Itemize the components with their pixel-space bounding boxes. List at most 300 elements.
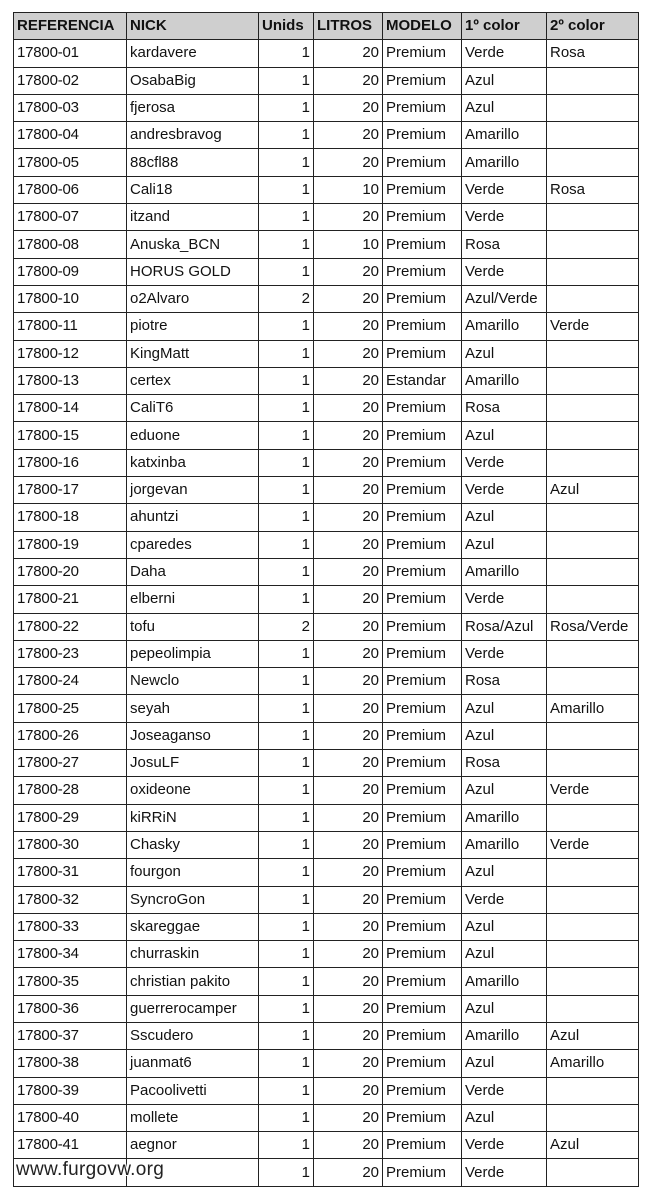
cell-unids: 1 xyxy=(259,1159,314,1186)
header-color-2: 2º color xyxy=(547,13,639,40)
cell-unids: 1 xyxy=(259,586,314,613)
cell-modelo: Premium xyxy=(383,40,462,67)
cell-referencia: 17800-04 xyxy=(14,122,127,149)
cell-modelo: Premium xyxy=(383,1159,462,1186)
cell-referencia: 17800-18 xyxy=(14,504,127,531)
cell-modelo: Premium xyxy=(383,558,462,585)
cell-nick: SyncroGon xyxy=(127,886,259,913)
cell-referencia: 17800-34 xyxy=(14,941,127,968)
cell-nick: Newclo xyxy=(127,668,259,695)
cell-color-2 xyxy=(547,395,639,422)
cell-color-2 xyxy=(547,449,639,476)
table-row xyxy=(14,477,639,504)
cell-modelo: Premium xyxy=(383,886,462,913)
cell-modelo: Premium xyxy=(383,995,462,1022)
cell-litros: 20 xyxy=(314,968,383,995)
cell-color-2: Verde xyxy=(547,777,639,804)
cell-color-1: Azul xyxy=(462,941,547,968)
cell-color-2: Verde xyxy=(547,313,639,340)
cell-modelo: Premium xyxy=(383,668,462,695)
cell-unids: 1 xyxy=(259,477,314,504)
cell-referencia: 17800-09 xyxy=(14,258,127,285)
table-row xyxy=(14,1050,639,1077)
cell-referencia: 17800-27 xyxy=(14,750,127,777)
table-row xyxy=(14,1132,639,1159)
cell-litros: 20 xyxy=(314,1159,383,1186)
cell-litros: 20 xyxy=(314,668,383,695)
cell-litros: 20 xyxy=(314,831,383,858)
cell-modelo: Premium xyxy=(383,831,462,858)
cell-referencia: 17800-17 xyxy=(14,477,127,504)
cell-color-1: Verde xyxy=(462,1159,547,1186)
cell-referencia: 17800-05 xyxy=(14,149,127,176)
cell-color-1: Azul xyxy=(462,695,547,722)
cell-litros: 20 xyxy=(314,695,383,722)
cell-nick: eduone xyxy=(127,422,259,449)
cell-referencia: 17800-20 xyxy=(14,558,127,585)
cell-color-2 xyxy=(547,995,639,1022)
cell-color-1: Verde xyxy=(462,586,547,613)
cell-color-2 xyxy=(547,941,639,968)
cell-modelo: Premium xyxy=(383,422,462,449)
cell-nick: juanmat6 xyxy=(127,1050,259,1077)
cell-modelo: Premium xyxy=(383,777,462,804)
cell-modelo: Premium xyxy=(383,67,462,94)
cell-color-2: Amarillo xyxy=(547,1050,639,1077)
table-row xyxy=(14,640,639,667)
cell-color-2 xyxy=(547,586,639,613)
cell-litros: 20 xyxy=(314,558,383,585)
cell-litros: 20 xyxy=(314,613,383,640)
table-row xyxy=(14,449,639,476)
cell-color-1: Amarillo xyxy=(462,1022,547,1049)
cell-unids: 1 xyxy=(259,258,314,285)
table-body xyxy=(14,40,639,1186)
cell-unids: 1 xyxy=(259,67,314,94)
cell-referencia: 17800-07 xyxy=(14,204,127,231)
table-row xyxy=(14,40,639,67)
cell-color-2: Azul xyxy=(547,1132,639,1159)
cell-modelo: Premium xyxy=(383,722,462,749)
cell-modelo: Premium xyxy=(383,285,462,312)
table-row xyxy=(14,613,639,640)
cell-unids: 1 xyxy=(259,313,314,340)
cell-litros: 10 xyxy=(314,231,383,258)
cell-modelo: Premium xyxy=(383,586,462,613)
cell-nick: kiRRiN xyxy=(127,804,259,831)
cell-referencia: 17800-13 xyxy=(14,367,127,394)
cell-unids: 1 xyxy=(259,1050,314,1077)
cell-referencia: 17800-35 xyxy=(14,968,127,995)
cell-color-2 xyxy=(547,504,639,531)
cell-referencia: 17800-37 xyxy=(14,1022,127,1049)
cell-color-1: Verde xyxy=(462,204,547,231)
cell-modelo: Premium xyxy=(383,613,462,640)
cell-color-2 xyxy=(547,968,639,995)
cell-litros: 20 xyxy=(314,886,383,913)
cell-color-2 xyxy=(547,67,639,94)
cell-color-1: Azul xyxy=(462,1050,547,1077)
cell-color-1: Amarillo xyxy=(462,558,547,585)
cell-unids: 2 xyxy=(259,613,314,640)
table-row xyxy=(14,285,639,312)
cell-unids: 1 xyxy=(259,204,314,231)
header-unids: Unids xyxy=(259,13,314,40)
cell-color-1: Verde xyxy=(462,176,547,203)
cell-color-2 xyxy=(547,122,639,149)
cell-color-1: Rosa xyxy=(462,231,547,258)
table-row xyxy=(14,695,639,722)
table-row xyxy=(14,258,639,285)
cell-unids: 1 xyxy=(259,558,314,585)
cell-color-2 xyxy=(547,750,639,777)
table-row xyxy=(14,340,639,367)
cell-unids: 1 xyxy=(259,695,314,722)
cell-modelo: Premium xyxy=(383,913,462,940)
cell-color-2 xyxy=(547,94,639,121)
table-row xyxy=(14,859,639,886)
cell-unids: 1 xyxy=(259,1022,314,1049)
cell-color-2 xyxy=(547,340,639,367)
cell-litros: 20 xyxy=(314,586,383,613)
cell-nick: ahuntzi xyxy=(127,504,259,531)
cell-unids: 2 xyxy=(259,285,314,312)
cell-color-2: Rosa/Verde xyxy=(547,613,639,640)
cell-modelo: Premium xyxy=(383,149,462,176)
cell-color-1: Azul xyxy=(462,422,547,449)
cell-litros: 20 xyxy=(314,149,383,176)
cell-nick: Chasky xyxy=(127,831,259,858)
cell-modelo: Premium xyxy=(383,859,462,886)
cell-color-1: Rosa xyxy=(462,668,547,695)
table-row xyxy=(14,313,639,340)
table-row xyxy=(14,995,639,1022)
cell-unids: 1 xyxy=(259,340,314,367)
cell-modelo: Premium xyxy=(383,695,462,722)
cell-color-1: Verde xyxy=(462,449,547,476)
cell-nick: kardavere xyxy=(127,40,259,67)
cell-litros: 20 xyxy=(314,1050,383,1077)
cell-nick: Daha xyxy=(127,558,259,585)
cell-referencia: 17800-02 xyxy=(14,67,127,94)
cell-nick: certex xyxy=(127,367,259,394)
cell-referencia: 17800-24 xyxy=(14,668,127,695)
cell-nick: elberni xyxy=(127,586,259,613)
cell-modelo: Premium xyxy=(383,1104,462,1131)
cell-unids: 1 xyxy=(259,859,314,886)
cell-color-1: Azul xyxy=(462,995,547,1022)
cell-nick: fourgon xyxy=(127,859,259,886)
cell-color-1: Verde xyxy=(462,1077,547,1104)
cell-modelo: Premium xyxy=(383,122,462,149)
cell-referencia: 17800-30 xyxy=(14,831,127,858)
cell-modelo: Premium xyxy=(383,94,462,121)
cell-referencia: 17800-25 xyxy=(14,695,127,722)
cell-referencia: 17800-12 xyxy=(14,340,127,367)
cell-color-2 xyxy=(547,149,639,176)
cell-referencia: 17800-10 xyxy=(14,285,127,312)
cell-modelo: Premium xyxy=(383,750,462,777)
cell-litros: 20 xyxy=(314,859,383,886)
table-row xyxy=(14,149,639,176)
cell-modelo: Premium xyxy=(383,941,462,968)
header-nick: NICK xyxy=(127,13,259,40)
cell-modelo: Premium xyxy=(383,968,462,995)
table-row xyxy=(14,395,639,422)
cell-color-2 xyxy=(547,258,639,285)
cell-nick: JosuLF xyxy=(127,750,259,777)
table-row xyxy=(14,367,639,394)
cell-unids: 1 xyxy=(259,231,314,258)
cell-color-1: Rosa/Azul xyxy=(462,613,547,640)
cell-modelo: Premium xyxy=(383,1132,462,1159)
cell-unids: 1 xyxy=(259,40,314,67)
table-row xyxy=(14,67,639,94)
cell-nick: HORUS GOLD xyxy=(127,258,259,285)
cell-nick: katxinba xyxy=(127,449,259,476)
table-row xyxy=(14,913,639,940)
cell-litros: 20 xyxy=(314,941,383,968)
cell-litros: 20 xyxy=(314,285,383,312)
cell-color-1: Amarillo xyxy=(462,313,547,340)
cell-color-2: Azul xyxy=(547,1022,639,1049)
cell-nick: churraskin xyxy=(127,941,259,968)
cell-color-2: Rosa xyxy=(547,40,639,67)
cell-color-2 xyxy=(547,1077,639,1104)
cell-color-2 xyxy=(547,422,639,449)
cell-modelo: Estandar xyxy=(383,367,462,394)
cell-color-1: Rosa xyxy=(462,395,547,422)
cell-nick: mollete xyxy=(127,1104,259,1131)
cell-referencia: 17800-01 xyxy=(14,40,127,67)
cell-nick: 88cfl88 xyxy=(127,149,259,176)
cell-modelo: Premium xyxy=(383,313,462,340)
cell-nick: oxideone xyxy=(127,777,259,804)
cell-litros: 20 xyxy=(314,422,383,449)
cell-nick: piotre xyxy=(127,313,259,340)
cell-nick: Cali18 xyxy=(127,176,259,203)
cell-color-1: Amarillo xyxy=(462,968,547,995)
cell-nick: fjerosa xyxy=(127,94,259,121)
cell-litros: 20 xyxy=(314,449,383,476)
cell-referencia: 17800-11 xyxy=(14,313,127,340)
cell-modelo: Premium xyxy=(383,340,462,367)
cell-unids: 1 xyxy=(259,804,314,831)
cell-color-1: Azul xyxy=(462,94,547,121)
cell-modelo: Premium xyxy=(383,1022,462,1049)
cell-color-2 xyxy=(547,722,639,749)
cell-modelo: Premium xyxy=(383,231,462,258)
table-row xyxy=(14,586,639,613)
cell-nick: jorgevan xyxy=(127,477,259,504)
cell-unids: 1 xyxy=(259,722,314,749)
cell-unids: 1 xyxy=(259,886,314,913)
cell-referencia: 17800-40 xyxy=(14,1104,127,1131)
cell-unids: 1 xyxy=(259,395,314,422)
table-row xyxy=(14,1022,639,1049)
cell-litros: 20 xyxy=(314,122,383,149)
cell-referencia: 17800-31 xyxy=(14,859,127,886)
cell-color-2 xyxy=(547,886,639,913)
cell-unids: 1 xyxy=(259,668,314,695)
vehicle-order-table xyxy=(13,12,639,1187)
table-row xyxy=(14,750,639,777)
cell-color-1: Amarillo xyxy=(462,367,547,394)
cell-color-1: Verde xyxy=(462,40,547,67)
cell-modelo: Premium xyxy=(383,258,462,285)
cell-color-1: Azul xyxy=(462,859,547,886)
cell-litros: 20 xyxy=(314,1077,383,1104)
cell-unids: 1 xyxy=(259,531,314,558)
cell-color-1: Azul xyxy=(462,340,547,367)
cell-modelo: Premium xyxy=(383,1050,462,1077)
cell-nick: OsabaBig xyxy=(127,67,259,94)
cell-referencia: 17800-32 xyxy=(14,886,127,913)
cell-color-1: Amarillo xyxy=(462,149,547,176)
site-watermark: www.furgovw.org xyxy=(16,1159,165,1180)
table-row xyxy=(14,968,639,995)
cell-color-2 xyxy=(547,859,639,886)
cell-color-1: Verde xyxy=(462,477,547,504)
cell-modelo: Premium xyxy=(383,504,462,531)
cell-referencia: 17800-06 xyxy=(14,176,127,203)
table-row xyxy=(14,504,639,531)
table-row xyxy=(14,668,639,695)
cell-referencia: 17800-19 xyxy=(14,531,127,558)
cell-litros: 20 xyxy=(314,804,383,831)
cell-unids: 1 xyxy=(259,149,314,176)
table-row xyxy=(14,831,639,858)
cell-unids: 1 xyxy=(259,449,314,476)
cell-color-2 xyxy=(547,1159,639,1186)
cell-color-1: Azul xyxy=(462,67,547,94)
cell-litros: 20 xyxy=(314,531,383,558)
cell-nick: Sscudero xyxy=(127,1022,259,1049)
cell-litros: 20 xyxy=(314,1132,383,1159)
cell-unids: 1 xyxy=(259,995,314,1022)
cell-unids: 1 xyxy=(259,968,314,995)
cell-litros: 20 xyxy=(314,395,383,422)
table-row xyxy=(14,94,639,121)
cell-modelo: Premium xyxy=(383,395,462,422)
table-row xyxy=(14,886,639,913)
cell-nick: tofu xyxy=(127,613,259,640)
cell-referencia: 17800-39 xyxy=(14,1077,127,1104)
cell-color-1: Amarillo xyxy=(462,804,547,831)
cell-color-1: Verde xyxy=(462,258,547,285)
cell-nick: Anuska_BCN xyxy=(127,231,259,258)
header-color-1: 1º color xyxy=(462,13,547,40)
cell-modelo: Premium xyxy=(383,531,462,558)
cell-nick: seyah xyxy=(127,695,259,722)
table-row xyxy=(14,777,639,804)
cell-modelo: Premium xyxy=(383,1077,462,1104)
cell-referencia: 17800-14 xyxy=(14,395,127,422)
cell-litros: 20 xyxy=(314,995,383,1022)
cell-referencia: 17800-33 xyxy=(14,913,127,940)
cell-litros: 20 xyxy=(314,750,383,777)
table-row xyxy=(14,422,639,449)
cell-litros: 20 xyxy=(314,313,383,340)
cell-referencia: 17800-15 xyxy=(14,422,127,449)
header-row xyxy=(14,13,639,40)
cell-litros: 20 xyxy=(314,40,383,67)
table-row xyxy=(14,722,639,749)
cell-nick: KingMatt xyxy=(127,340,259,367)
cell-referencia: 17800-22 xyxy=(14,613,127,640)
cell-color-2 xyxy=(547,558,639,585)
header-modelo: MODELO xyxy=(383,13,462,40)
cell-litros: 10 xyxy=(314,176,383,203)
cell-nick: pepeolimpia xyxy=(127,640,259,667)
cell-referencia: 17800-21 xyxy=(14,586,127,613)
cell-color-2: Rosa xyxy=(547,176,639,203)
cell-referencia: 17800-28 xyxy=(14,777,127,804)
cell-referencia: 17800-23 xyxy=(14,640,127,667)
cell-unids: 1 xyxy=(259,176,314,203)
cell-litros: 20 xyxy=(314,504,383,531)
cell-color-2 xyxy=(547,204,639,231)
cell-modelo: Premium xyxy=(383,640,462,667)
cell-color-1: Verde xyxy=(462,640,547,667)
cell-referencia: 17800-26 xyxy=(14,722,127,749)
cell-modelo: Premium xyxy=(383,804,462,831)
cell-color-1: Verde xyxy=(462,1132,547,1159)
cell-unids: 1 xyxy=(259,1132,314,1159)
cell-litros: 20 xyxy=(314,1104,383,1131)
cell-litros: 20 xyxy=(314,340,383,367)
cell-unids: 1 xyxy=(259,1104,314,1131)
cell-unids: 1 xyxy=(259,94,314,121)
cell-color-1: Verde xyxy=(462,886,547,913)
cell-litros: 20 xyxy=(314,777,383,804)
cell-litros: 20 xyxy=(314,640,383,667)
cell-modelo: Premium xyxy=(383,477,462,504)
cell-litros: 20 xyxy=(314,1022,383,1049)
cell-referencia: 17800-38 xyxy=(14,1050,127,1077)
cell-modelo: Premium xyxy=(383,204,462,231)
header-referencia: REFERENCIA xyxy=(14,13,127,40)
table-row xyxy=(14,204,639,231)
cell-color-1: Azul xyxy=(462,722,547,749)
cell-color-1: Amarillo xyxy=(462,831,547,858)
table-row xyxy=(14,531,639,558)
cell-color-2 xyxy=(547,531,639,558)
cell-nick: Pacoolivetti xyxy=(127,1077,259,1104)
cell-color-2: Azul xyxy=(547,477,639,504)
cell-modelo: Premium xyxy=(383,176,462,203)
cell-unids: 1 xyxy=(259,367,314,394)
cell-unids: 1 xyxy=(259,422,314,449)
cell-referencia: 17800-41 xyxy=(14,1132,127,1159)
cell-unids: 1 xyxy=(259,1077,314,1104)
cell-litros: 20 xyxy=(314,204,383,231)
cell-referencia: 17800-36 xyxy=(14,995,127,1022)
cell-color-1: Azul/Verde xyxy=(462,285,547,312)
cell-color-2 xyxy=(547,367,639,394)
cell-color-2: Amarillo xyxy=(547,695,639,722)
cell-color-2: Verde xyxy=(547,831,639,858)
cell-unids: 1 xyxy=(259,913,314,940)
table-row xyxy=(14,1104,639,1131)
cell-nick: CaliT6 xyxy=(127,395,259,422)
cell-nick: Joseaganso xyxy=(127,722,259,749)
table-row xyxy=(14,804,639,831)
cell-unids: 1 xyxy=(259,777,314,804)
table-row xyxy=(14,176,639,203)
cell-litros: 20 xyxy=(314,94,383,121)
cell-litros: 20 xyxy=(314,477,383,504)
